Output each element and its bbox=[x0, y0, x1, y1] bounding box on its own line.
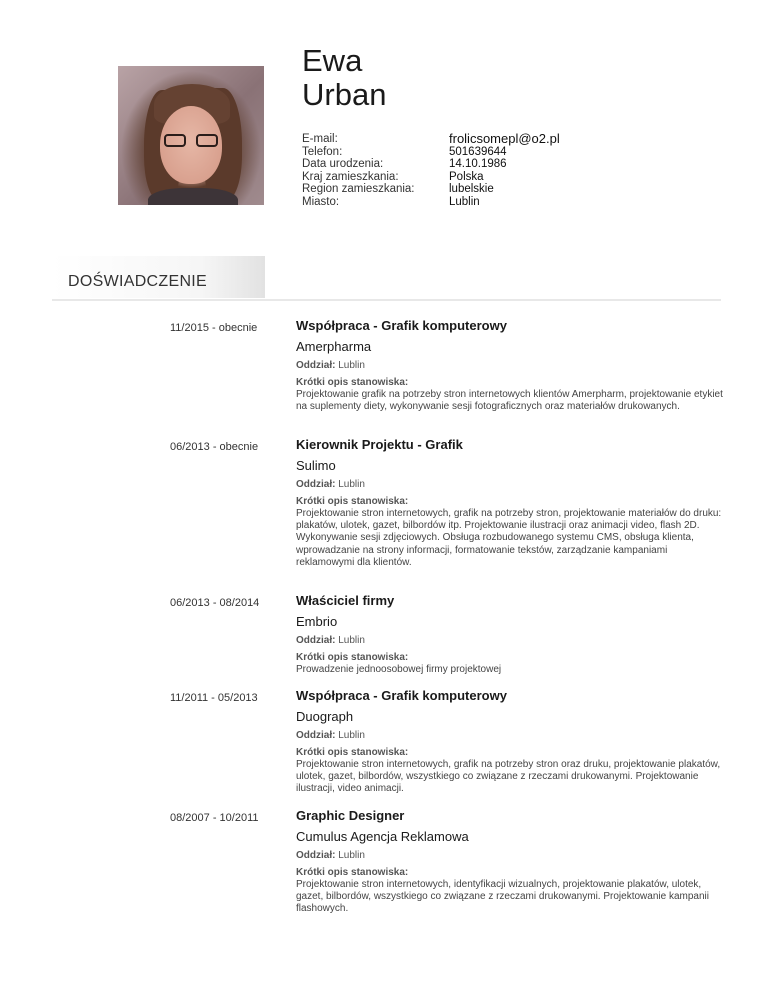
contact-row-city bbox=[302, 196, 560, 209]
entry-title: Współpraca - Grafik komputerowy bbox=[296, 318, 507, 333]
contact-label: Telefon: bbox=[302, 145, 343, 158]
last-name: Urban bbox=[302, 77, 387, 112]
entry-content bbox=[296, 808, 726, 916]
entry-description: Projektowanie stron internetowych, grafik na potrzeby stron oraz druku, projektowanie plakatów, ulotek, gazet, bilbordów, wszystkiego co związane z rzeczami drukowanymi. Projektowanie ilustracji, video animacji. bbox=[296, 759, 721, 795]
photo-shirt bbox=[148, 188, 238, 205]
entry-company: Duograph bbox=[296, 709, 354, 724]
entry-content bbox=[296, 437, 726, 569]
contact-value-email[interactable]: frolicsomepl@o2.pl bbox=[449, 131, 560, 146]
entry-branch bbox=[296, 478, 726, 491]
entry-description: Prowadzenie jednoosobowej firmy projektowej bbox=[296, 664, 502, 675]
description-label: Krótki opis stanowiska: bbox=[296, 377, 409, 388]
branch-label: Oddział: bbox=[296, 479, 336, 490]
entry-branch bbox=[296, 359, 726, 372]
entry-company: Sulimo bbox=[296, 458, 336, 473]
experience-section-header bbox=[52, 256, 265, 298]
entry-dates: 06/2013 - obecnie bbox=[170, 441, 259, 453]
entry-branch bbox=[296, 729, 726, 742]
entry-company: Embrio bbox=[296, 614, 338, 629]
entry-title: Graphic Designer bbox=[296, 808, 405, 823]
branch-value: Lublin bbox=[338, 479, 365, 490]
section-divider bbox=[52, 299, 721, 301]
description-label: Krótki opis stanowiska: bbox=[296, 496, 409, 507]
contact-label: Region zamieszkania: bbox=[302, 183, 415, 196]
contact-row-birthdate bbox=[302, 158, 560, 171]
contact-value-city: Lublin bbox=[449, 195, 480, 208]
entry-company: Amerpharma bbox=[296, 339, 372, 354]
contact-label: Miasto: bbox=[302, 195, 340, 208]
entry-company: Cumulus Agencja Reklamowa bbox=[296, 829, 469, 844]
entry-dates: 08/2007 - 10/2011 bbox=[170, 812, 259, 824]
entry-title: Kierownik Projektu - Grafik bbox=[296, 437, 463, 452]
entry-description: Projektowanie stron internetowych, grafik na potrzeby stron, projektowanie materiałów do druku: plakatów, ulotek, gazet, bilbordów itp. Projektowanie ilustracji oraz animacji video, flash 2D. Wykonywanie sesji zdjęciowych. Obsługa rozbudowanego systemu CMS, obsługa klienta, wprowadzanie na strony informacji, formatowanie tekstów, zarządzanie kampaniami reklamowymi dla klientów. bbox=[296, 508, 722, 568]
contact-row-country bbox=[302, 171, 560, 184]
entry-branch bbox=[296, 634, 726, 647]
contact-value-birthdate: 14.10.1986 bbox=[449, 158, 507, 171]
entry-content bbox=[296, 318, 726, 413]
contact-value-country: Polska bbox=[449, 170, 484, 183]
contact-details bbox=[302, 133, 560, 209]
entry-dates: 11/2011 - 05/2013 bbox=[170, 692, 258, 704]
profile-photo bbox=[118, 66, 264, 205]
entry-branch bbox=[296, 849, 726, 862]
person-name bbox=[302, 44, 386, 112]
branch-label: Oddział: bbox=[296, 360, 336, 371]
entry-title: Współpraca - Grafik komputerowy bbox=[296, 688, 507, 703]
contact-label: Kraj zamieszkania: bbox=[302, 170, 399, 183]
branch-value: Lublin bbox=[338, 635, 365, 646]
section-title: DOŚWIADCZENIE bbox=[68, 273, 208, 290]
entry-description: Projektowanie stron internetowych, identyfikacji wizualnych, projektowanie plakatów, ulotek, gazet, bilbordów, wszystkiego co związane z rzeczami drukowanymi. Projektowanie kampanii flashowych. bbox=[296, 879, 709, 915]
photo-glasses bbox=[164, 134, 218, 148]
branch-label: Oddział: bbox=[296, 635, 336, 646]
description-label: Krótki opis stanowiska: bbox=[296, 747, 409, 758]
first-name: Ewa bbox=[302, 43, 363, 78]
description-label: Krótki opis stanowiska: bbox=[296, 867, 409, 878]
entry-dates: 11/2015 - obecnie bbox=[170, 322, 258, 334]
contact-row-email bbox=[302, 133, 560, 146]
branch-value: Lublin bbox=[338, 360, 365, 371]
description-label: Krótki opis stanowiska: bbox=[296, 652, 409, 663]
branch-label: Oddział: bbox=[296, 730, 336, 741]
contact-value-phone: 501639644 bbox=[449, 145, 507, 158]
contact-label: E-mail: bbox=[302, 133, 338, 145]
contact-row-region bbox=[302, 183, 560, 196]
entry-content bbox=[296, 593, 726, 676]
entry-description: Projektowanie grafik na potrzeby stron internetowych klientów Amerpharm, projektowanie etykiet na suplementy diety, wykonywanie sesji fotograficznych oraz materiałów drukowanych. bbox=[296, 389, 723, 413]
entry-title: Właściciel firmy bbox=[296, 593, 395, 608]
entry-content bbox=[296, 688, 726, 796]
contact-row-phone bbox=[302, 146, 560, 159]
branch-label: Oddział: bbox=[296, 850, 336, 861]
branch-value: Lublin bbox=[338, 850, 365, 861]
contact-value-region: lubelskie bbox=[449, 183, 494, 196]
branch-value: Lublin bbox=[338, 730, 365, 741]
entry-dates: 06/2013 - 08/2014 bbox=[170, 597, 260, 609]
contact-label: Data urodzenia: bbox=[302, 158, 384, 171]
